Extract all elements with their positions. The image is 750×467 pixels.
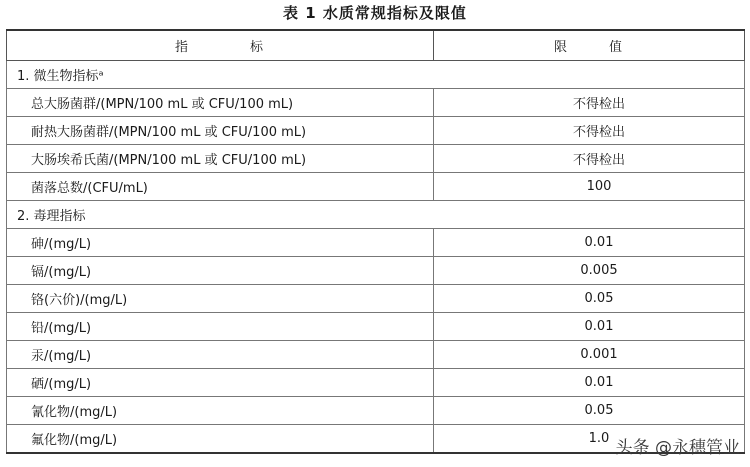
indicator-name: 菌落总数/(CFU/mL) — [7, 173, 434, 201]
limit-value: 0.05 — [434, 397, 745, 425]
limit-value: 0.01 — [434, 313, 745, 341]
limit-value: 不得检出 — [434, 145, 745, 173]
table-row — [7, 341, 745, 369]
watermark: 头条 @永穗管业 — [615, 438, 740, 458]
limit-value: 1.0 — [434, 425, 745, 454]
table-row — [7, 257, 745, 285]
table-caption: 表 1 水质常规指标及限值 — [283, 4, 467, 22]
limit-value: 0.001 — [434, 341, 745, 369]
indicator-name: 镉/(mg/L) — [7, 257, 434, 285]
header-indicator — [7, 30, 434, 61]
table-row — [7, 173, 745, 201]
table-row — [7, 313, 745, 341]
table-header-row — [7, 30, 745, 61]
category-row-toxicological — [7, 201, 745, 229]
limit-value: 0.05 — [434, 285, 745, 313]
header-indicator-char-1: 指 — [174, 40, 190, 55]
indicator-name: 氟化物/(mg/L) — [7, 425, 434, 454]
indicator-name: 铅/(mg/L) — [7, 313, 434, 341]
table-row — [7, 145, 745, 173]
indicator-name: 耐热大肠菌群/(MPN/100 mL 或 CFU/100 mL) — [7, 117, 434, 145]
category-row-microbial — [7, 61, 745, 89]
header-limit — [434, 30, 745, 61]
limit-value: 100 — [434, 173, 745, 201]
indicator-name: 大肠埃希氏菌/(MPN/100 mL 或 CFU/100 mL) — [7, 145, 434, 173]
limit-value: 不得检出 — [434, 89, 745, 117]
limit-value: 0.01 — [434, 369, 745, 397]
indicator-name: 氰化物/(mg/L) — [7, 397, 434, 425]
category-label: 1. 微生物指标ᵃ — [7, 61, 745, 89]
table-row — [7, 229, 745, 257]
header-indicator-char-2: 标 — [250, 40, 266, 55]
indicator-name: 硒/(mg/L) — [7, 369, 434, 397]
limit-value: 不得检出 — [434, 117, 745, 145]
indicator-name: 铬(六价)/(mg/L) — [7, 285, 434, 313]
table-row — [7, 285, 745, 313]
limit-value: 0.005 — [434, 257, 745, 285]
limit-value: 0.01 — [434, 229, 745, 257]
indicator-name: 总大肠菌群/(MPN/100 mL 或 CFU/100 mL) — [7, 89, 434, 117]
category-label: 2. 毒理指标 — [7, 201, 745, 229]
table-row — [7, 89, 745, 117]
indicator-name: 汞/(mg/L) — [7, 341, 434, 369]
indicator-name: 砷/(mg/L) — [7, 229, 434, 257]
water-quality-table — [6, 29, 745, 454]
table-row — [7, 369, 745, 397]
table-row — [7, 397, 745, 425]
header-limit-char-1: 限 — [553, 40, 569, 55]
table-row — [7, 117, 745, 145]
header-limit-char-2: 值 — [609, 40, 625, 55]
